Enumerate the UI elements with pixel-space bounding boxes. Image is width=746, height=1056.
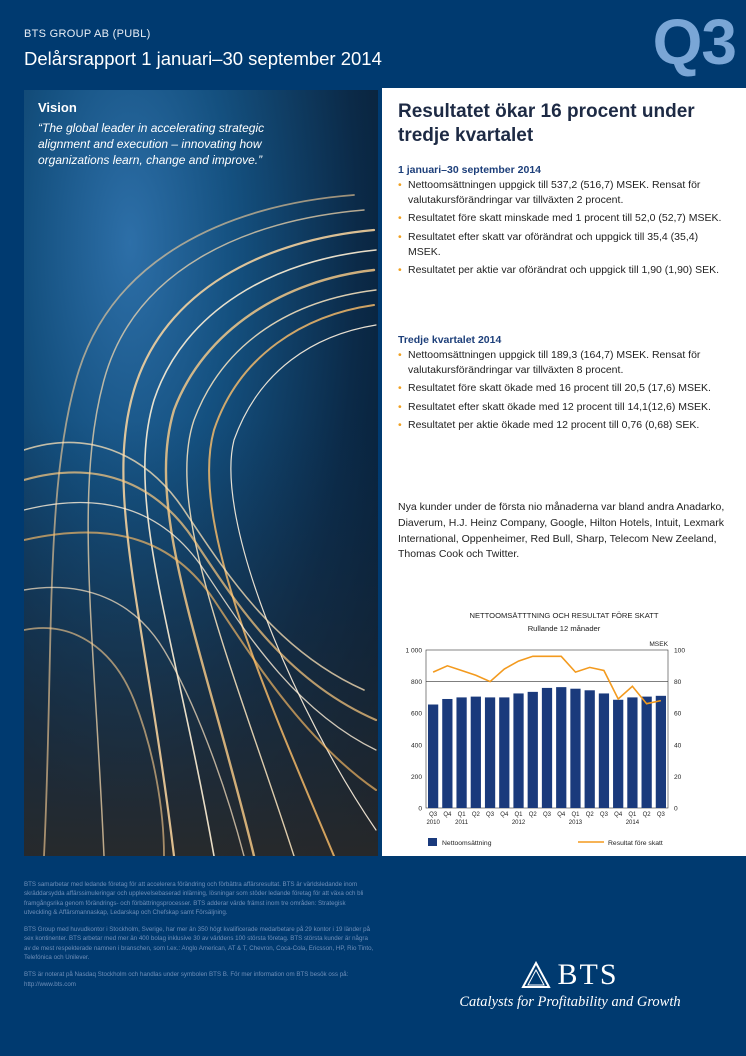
year-label: 2013: [568, 820, 583, 826]
list-item: • Resultatet efter skatt ökade med 12 procent till 14,1(12,6) MSEK.: [398, 400, 728, 415]
x-tick-label: Q2: [642, 812, 651, 818]
x-tick-label: Q1: [457, 812, 466, 818]
bar: [513, 693, 523, 808]
section-third-quarter: [398, 334, 728, 436]
bar: [613, 700, 623, 808]
bar: [499, 697, 509, 808]
right-axis-unit: MSEK: [649, 641, 668, 648]
new-customers-text: Nya kunder under de första nio månaderna var bland andra Anadarko, Diaverum, H.J. Heinz Company, Google, Hilton Hotels, Intuit, Lexmark International, Oppenheimer, Red Bull, Sharp, Telecom New Zeeland, Thomas Cook och Twitter.: [398, 501, 725, 561]
left-tick-label: 400: [410, 742, 422, 750]
x-tick-label: Q4: [500, 812, 509, 818]
bar: [656, 696, 666, 808]
left-tick-label: 1 000: [405, 647, 422, 655]
year-label: 2014: [625, 820, 640, 826]
list-item: • Resultatet per aktie ökade med 12 procent till 0,76 (0,68) SEK.: [398, 418, 728, 433]
bar: [642, 697, 652, 808]
bar: [599, 693, 609, 808]
right-tick-label: 0: [674, 805, 678, 813]
report-header: [0, 0, 746, 88]
bts-logo: [440, 958, 700, 1011]
bar: [627, 697, 637, 808]
bar: [570, 689, 580, 808]
right-tick-label: 60: [674, 710, 682, 718]
left-tick-label: 0: [418, 805, 422, 813]
bar: [528, 692, 538, 808]
x-tick-label: Q2: [528, 812, 537, 818]
left-tick-label: 200: [410, 773, 422, 781]
bullet-list: [398, 178, 728, 278]
summary-panel: [382, 88, 746, 856]
x-tick-label: Q3: [599, 812, 608, 818]
section-title: Tredje kvartalet 2014: [398, 334, 502, 346]
x-tick-label: Q2: [471, 812, 480, 818]
triangle-logo-icon: [521, 961, 551, 989]
x-tick-label: Q2: [585, 812, 594, 818]
x-tick-label: Q1: [628, 812, 637, 818]
bar: [542, 688, 552, 808]
x-tick-label: Q3: [656, 812, 665, 818]
chart-title: NETTOOMSÄTTTNING OCH RESULTAT FÖRE SKATT: [469, 611, 659, 620]
light-trails-photo: [24, 90, 378, 856]
quarter-label: Q3: [652, 6, 736, 78]
bar: [428, 705, 438, 808]
vision-title: Vision: [38, 100, 77, 115]
list-item: • Resultatet efter skatt var oförändrat och uppgick till 35,4 (35,4) MSEK.: [398, 230, 728, 260]
x-tick-label: Q1: [571, 812, 580, 818]
bar: [556, 687, 566, 808]
left-tick-label: 600: [410, 710, 422, 718]
chart-subtitle: Rullande 12 månader: [527, 624, 601, 633]
year-label: 2010: [426, 820, 440, 826]
section-title: 1 januari–30 september 2014: [398, 164, 542, 176]
bar: [585, 690, 595, 808]
x-tick-label: Q3: [486, 812, 495, 818]
list-item: • Resultatet före skatt minskade med 1 procent till 52,0 (52,7) MSEK.: [398, 211, 728, 226]
list-item: • Nettoomsättningen uppgick till 189,3 (164,7) MSEK. Rensat för valutakursförändringar var tillväxten 8 procent.: [398, 348, 728, 378]
year-label: 2012: [511, 820, 526, 826]
x-tick-label: Q3: [429, 812, 438, 818]
right-tick-label: 80: [674, 679, 682, 687]
right-tick-label: 100: [674, 647, 686, 655]
x-tick-label: Q3: [542, 812, 552, 818]
section-nine-months: [398, 164, 728, 281]
list-item: • Nettoomsättningen uppgick till 537,2 (516,7) MSEK. Rensat för valutakursförändringar var tillväxten 2 procent.: [398, 178, 728, 208]
list-item: • Resultatet före skatt ökade med 16 procent till 20,5 (17,6) MSEK.: [398, 381, 728, 396]
x-tick-label: Q1: [514, 812, 523, 818]
bullet-list: [398, 348, 728, 433]
legend-swatch-bars: [428, 838, 437, 846]
bar: [442, 699, 452, 808]
light-trails-image: [24, 90, 378, 856]
left-tick-label: 800: [410, 679, 422, 687]
bar: [456, 697, 466, 808]
about-paragraph: BTS är noterat på Nasdaq Stockholm och handlas under symbolen BTS B. För mer information om BTS besök oss på: http://www.bts.com: [24, 971, 349, 988]
about-bts: [24, 880, 374, 997]
list-item: • Resultatet per aktie var oförändrat och uppgick till 1,90 (1,90) SEK.: [398, 263, 728, 278]
year-label: 2011: [455, 820, 469, 826]
bar: [485, 697, 495, 808]
bar: [471, 697, 481, 808]
x-tick-label: Q4: [443, 812, 452, 818]
logo-wordmark: BTS: [557, 958, 619, 991]
right-tick-label: 40: [674, 742, 682, 750]
company-name: BTS GROUP AB (PUBL): [24, 28, 151, 40]
x-tick-label: Q4: [557, 812, 566, 818]
logo-tagline: Catalysts for Profitability and Growth: [459, 994, 681, 1010]
revenue-profit-chart: [382, 598, 746, 856]
chart-svg: [382, 598, 746, 856]
legend-label: Nettoomsättning: [442, 840, 492, 847]
right-tick-label: 20: [674, 773, 682, 781]
about-paragraph: BTS Group med huvudkontor i Stockholm, Sverige, har mer än 350 högt kvalificerade medarbetare på 29 kontor i 19 länder på sex kontinenter. BTS arbetar med mer än 400 bolag inklusive 30 av världens 100 största företag. BTS största kunder är några av de mest respekterade namnen i branschen, som t.ex.: Anglo American, AT & T, Chevron, Coca-Cola, Ericsson, HP, Rio Tinto, Telefónica och Unilever.: [24, 926, 374, 962]
vision-text: “The global leader in accelerating strategic alignment and execution – innovating how organizations learn, change and improve.”: [38, 121, 265, 168]
about-paragraph: BTS samarbetar med ledande företag för att accelerera förändring och förbättra affärsresultat. BTS är världsledande inom skräddarsydda affärssimuleringar och upplevelsebaserad inlärning, lösningar som stöder ledande företag för att växa och bli framgångsrika genom förändrings- och förbättringsprocesser. BTS adderar värde främst inom tre områden: Strategisk utveckling & Affärsmannaskap, Ledarskap och Chefskap samt Försäljning.: [24, 881, 364, 916]
x-tick-label: Q4: [614, 812, 623, 818]
report-title: Delårsrapport 1 januari–30 september 2014: [24, 48, 382, 69]
legend-label: Resultat före skatt: [608, 840, 663, 847]
headline: Resultatet ökar 16 procent under tredje kvartalet: [398, 101, 695, 146]
